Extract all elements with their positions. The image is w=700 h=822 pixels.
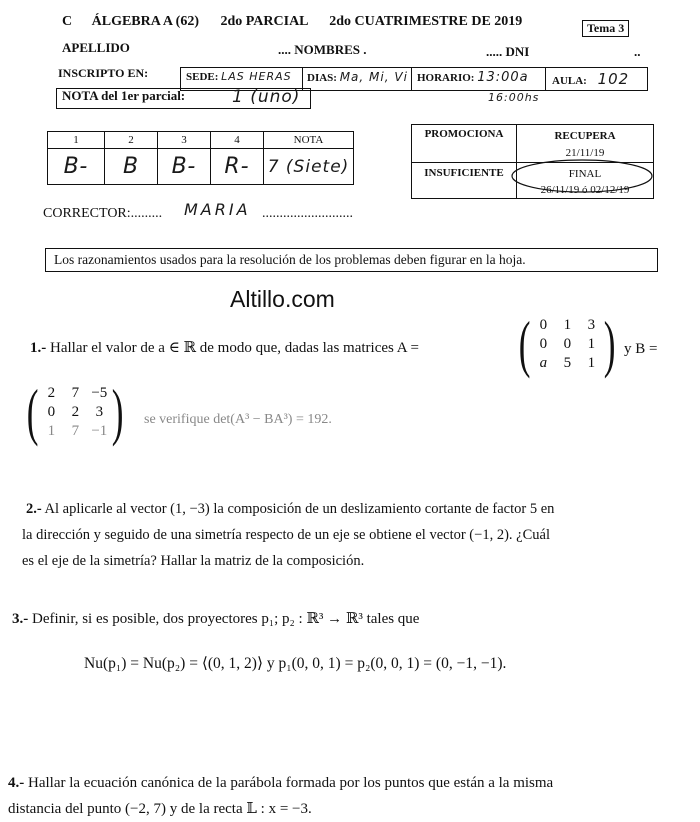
grades-table xyxy=(47,131,354,185)
problem-4-line-1: Hallar la ecuación canónica de la parábola formada por los puntos que están a la misma xyxy=(28,775,554,791)
problem-3-formula: Nu(p₁) = Nu(p₂) = ⟨(0, 1, 2)⟩ y p₁(0, 0, 1) = p₂(0, 0, 1) = (0, −1, −1). xyxy=(84,655,507,672)
dias-label: DIAS: xyxy=(307,72,337,84)
horario-label: HORARIO: xyxy=(417,72,475,84)
dni-label: ..... DNI xyxy=(486,44,530,59)
final-label: FINAL xyxy=(568,168,602,180)
sede-value: LAS HERAS xyxy=(221,70,292,83)
grade-value: R- xyxy=(224,154,250,179)
matrix-b-cell: 7 xyxy=(71,422,80,439)
matrix-b-cell: −1 xyxy=(91,422,108,439)
problem-2-line-1: Al aplicarle al vector (1, −3) la composición de un deslizamiento cortante de factor 5 en xyxy=(44,501,555,517)
matrix-b-cell: 1 xyxy=(47,422,56,439)
matrix-a-cell: 0 xyxy=(539,316,548,333)
notice-box xyxy=(45,248,658,272)
aula-value: 102 xyxy=(597,70,630,88)
problem-1-tail: se verifique det(A³ − BA³) = 192. xyxy=(144,412,332,427)
cuatrimestre-label: 2do CUATRIMESTRE DE 2019 xyxy=(329,14,523,29)
nombres-label: .... NOMBRES . xyxy=(278,42,367,57)
sede-label: SEDE: xyxy=(186,71,219,83)
grade-header: 3 xyxy=(181,134,187,146)
grade-value: B- xyxy=(171,154,197,179)
problem-2-line-2: la dirección y seguido de una simetría respecto de un eje se obtiene el vector (−1, 2). ¿Cuál xyxy=(22,527,550,543)
matrix-b-cell: 3 xyxy=(95,403,104,420)
aula-label: AULA: xyxy=(552,75,587,87)
parcial-label: 2do PARCIAL xyxy=(220,14,308,29)
problem-1-text: Hallar el valor de a ∈ ℝ de modo que, dadas las matrices A = xyxy=(50,340,420,356)
matrix-b-cell: 2 xyxy=(47,384,56,401)
recupera-date: 21/11/19 xyxy=(565,147,605,159)
matrix-a-cell: 0 xyxy=(539,335,548,352)
grade-header: 1 xyxy=(73,134,79,146)
matrix-a-cell: a xyxy=(539,354,548,371)
insuficiente-label: INSUFICIENTE xyxy=(424,167,504,179)
horario-value: 13:00a xyxy=(477,70,529,85)
matrix-b-cell: −5 xyxy=(91,384,108,401)
grade-value: B- xyxy=(63,154,89,179)
matrix-a-cell: 3 xyxy=(587,316,596,333)
matrix-a: ( 0 1 3 0 0 1 a 5 1 ) xyxy=(518,308,616,379)
grade-header: 4 xyxy=(234,134,240,146)
final-dates: 26/11/19 ó 02/12/19 xyxy=(540,184,630,196)
nota-primer-label: NOTA del 1er parcial: xyxy=(62,88,186,103)
dni-trail: .. xyxy=(634,44,641,59)
problem-3-line-1: Definir, si es posible, dos proyectores p₁; p₂ : ℝ³ → ℝ³ tales que xyxy=(32,611,420,627)
matrix-a-cell: 1 xyxy=(587,335,596,352)
inscripto-label: INSCRIPTO EN: xyxy=(58,66,149,80)
nota-primer-value: 1 (uno) xyxy=(232,87,301,107)
corrector-trail: .......................... xyxy=(262,206,353,221)
problem-4-line-2: distancia del punto (−2, 7) y de la recta 𝕃 : x = −3. xyxy=(8,801,312,817)
grade-value-nota: 7 (Siete) xyxy=(267,156,350,177)
course-title: ÁLGEBRA A (62) xyxy=(91,14,199,29)
dias-value: Ma, Mi, Vi xyxy=(339,70,408,84)
grade-header: NOTA xyxy=(293,134,324,146)
matrix-b: ( 2 7 −5 0 2 3 1 7 −1 ) xyxy=(26,376,124,447)
final-circle-mark xyxy=(508,156,658,196)
horario-value-2: 16:00hs xyxy=(488,91,540,104)
tema-label: Tema 3 xyxy=(587,21,625,35)
corrector-value: MARIA xyxy=(184,200,251,219)
corrector-dots: ......... xyxy=(130,206,163,221)
tema-badge xyxy=(582,20,629,37)
recupera-label: RECUPERA xyxy=(554,130,616,142)
matrix-b-cell: 0 xyxy=(47,403,56,420)
course-letter: C xyxy=(62,14,73,29)
grade-header: 2 xyxy=(128,134,134,146)
matrix-a-cell: 5 xyxy=(563,354,572,371)
grade-value: B xyxy=(122,154,140,179)
problem-3-number: 3.- xyxy=(12,611,29,627)
corrector-label: CORRECTOR: xyxy=(43,206,131,221)
matrix-a-cell: 1 xyxy=(587,354,596,371)
problem-2-line-3: es el eje de la simetría? Hallar la matriz de la composición. xyxy=(22,553,365,569)
promociona-label: PROMOCIONA xyxy=(424,128,504,140)
problem-1-conj: y B = xyxy=(624,341,658,357)
matrix-a-cell: 1 xyxy=(563,316,572,333)
matrix-b-cell: 7 xyxy=(71,384,80,401)
problem-2-number: 2.- xyxy=(26,501,42,517)
matrix-a-cell: 0 xyxy=(563,335,572,352)
apellido-label: APELLIDO xyxy=(62,40,130,55)
problem-4-number: 4.- xyxy=(8,775,25,791)
matrix-b-cell: 2 xyxy=(71,403,80,420)
watermark: Altillo.com xyxy=(230,286,335,312)
problem-1-number: 1.- xyxy=(30,340,47,356)
notice-text: Los razonamientos usados para la resolución de los problemas deben figurar en la hoja. xyxy=(54,252,526,267)
